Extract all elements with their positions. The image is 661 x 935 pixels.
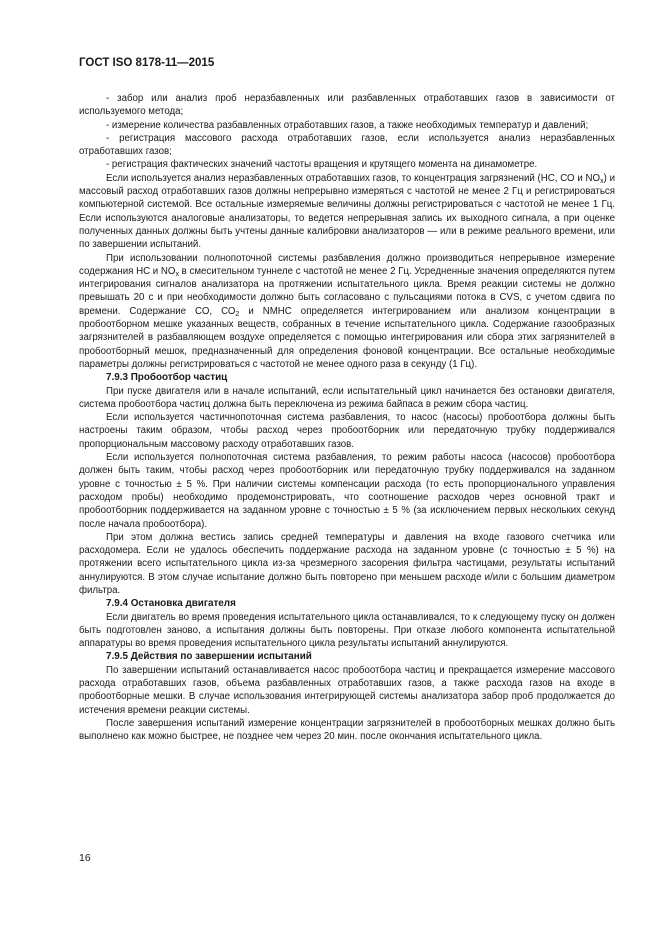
- paragraph: По завершении испытаний останавливается насос пробоотбора частиц и прекращается измерение массового расхода отработавших газов, объема разбавленных отработавших газов, а также расхода газов на входе в пробоотборные мешки. В случае использования интегрирующей системы анализатора забор проб продолжается до истечения времени реакции системы.: [79, 664, 615, 716]
- list-item: - регистрация фактических значений частоты вращения и крутящего момента на динамометре.: [106, 159, 538, 171]
- document-header: ГОСТ ISO 8178-11—2015: [79, 57, 215, 69]
- paragraph: Если используется частичнопоточная система разбавления, то насос (насосы) пробоотбора должны быть настроены таким образом, чтобы расход через пробоотборник или передаточную трубку поддерживался пропорциональным массовому расходу отработавших газов.: [79, 412, 615, 450]
- paragraph: При этом должна вестись запись средней температуры и давления на входе газового счетчика или расходомера. Если не удалось обеспечить поддержание расхода на заданном уровне (с точностью ± 5 %) на протяжении всего испытательного цикла из-за чрезмерного засорения фильтра частицами, результаты испытаний аннулируются. В этом случае испытание должно быть повторено при меньшем расходе и/или с большим диаметром фильтра.: [79, 531, 615, 596]
- document-body: [79, 92, 615, 744]
- section-heading-7-9-5: 7.9.5 Действия по завершении испытаний: [106, 651, 312, 663]
- paragraph-undiluted-analysis: Если используется анализ неразбавленных отработавших газов, то концентрация загрязнений (НС, СО и $NO_х$) и массовый расход отработавших газов должны непрерывно измеряться с частотой не менее 2 Гц и регистрироваться компьютерной системой. Все остальные измеряемые величины должны регистрироваться с частотой не менее 1 Гц. Если используются аналоговые анализаторы, то ведется непрерывная запись их выходного сигнала, а при оценке полученных данных должны быть учтены данные калибровки анализаторов — или в режиме реального времени, или по завершении испытаний.: [79, 172, 615, 251]
- paragraph: После завершения испытаний измерение концентрации загрязнителей в пробоотборных мешках должно быть выполнено как можно быстрее, не позднее чем через 20 мин. после окончания испытательного цикла.: [79, 717, 615, 743]
- paragraph: Если двигатель во время проведения испытательного цикла останавливался, то к следующему пуску он должен быть подготовлен заново, а испытания должны быть повторены. При отказе любого компонента испытательной аппаратуры во время проведения испытательного цикла результаты испытаний аннулируются.: [79, 611, 615, 650]
- list-item: - забор или анализ проб неразбавленных или разбавленных отработавших газов в зависимости от используемого метода;: [79, 93, 615, 118]
- paragraph-full-flow-dilution: При использовании полнопоточной системы разбавления должно производиться непрерывное измерение содержания НС и $NO_х$ в смесительном туннеле с частотой не менее 2 Гц. Усредненные значения определяются путем интегрирования сигналов анализатора на протяжении испытательного цикла. Время реакции системы не должно превышать 20 с и при необходимости должно быть согласовано с пульсациями потока в CVS, с учетом сдвига по времени. Содержание СО, $СО_2$ и NMHC определяется интегрированием или анализом концентрации в пробоотборном мешке указанных веществ, собранных в течение испытательного цикла. Содержание газообразных загрязнителей в разбавляющем воздухе определяется с помощью интегрирования или сбора этих загрязнителей в пробоотборный мешок, предназначенный для определения фоновой концентрации. Все остальные необходимые параметры должны регистрироваться с частотой не менее одного раза в секунду (1 Гц).: [79, 252, 616, 370]
- list-item: - измерение количества разбавленных отработавших газов, а также необходимых температур и давлений;: [106, 119, 589, 131]
- paragraph: При пуске двигателя или в начале испытаний, если испытательный цикл начинается без остановки двигателя, система пробоотбора частиц должна быть переключена из режима байпаса в режим сбора частиц.: [79, 385, 615, 410]
- paragraph: Если используется полнопоточная система разбавления, то режим работы насоса (насосов) пробоотбора должен быть таким, чтобы расход через пробоотборник или передаточную трубку поддерживался на заданном уровне с точностью ± 5 %. При наличии системы компенсации расхода (то есть пропорционального управления расходом пробы) необходимо продемонстрировать, что соотношение расходов через основной тракт и пробоотборник поддерживается на заданном уровне с точностью ± 5 % (за исключением первых нескольких секунд после начала пробоотбора).: [79, 452, 615, 530]
- section-heading-7-9-4: 7.9.4 Остановка двигателя: [106, 598, 236, 610]
- section-heading-7-9-3: 7.9.3 Пробоотбор частиц: [106, 372, 228, 384]
- page-number: 16: [79, 852, 91, 864]
- list-item: - регистрация массового расхода отработавших газов, если используется анализ неразбавленных отработавших газов;: [79, 132, 615, 158]
